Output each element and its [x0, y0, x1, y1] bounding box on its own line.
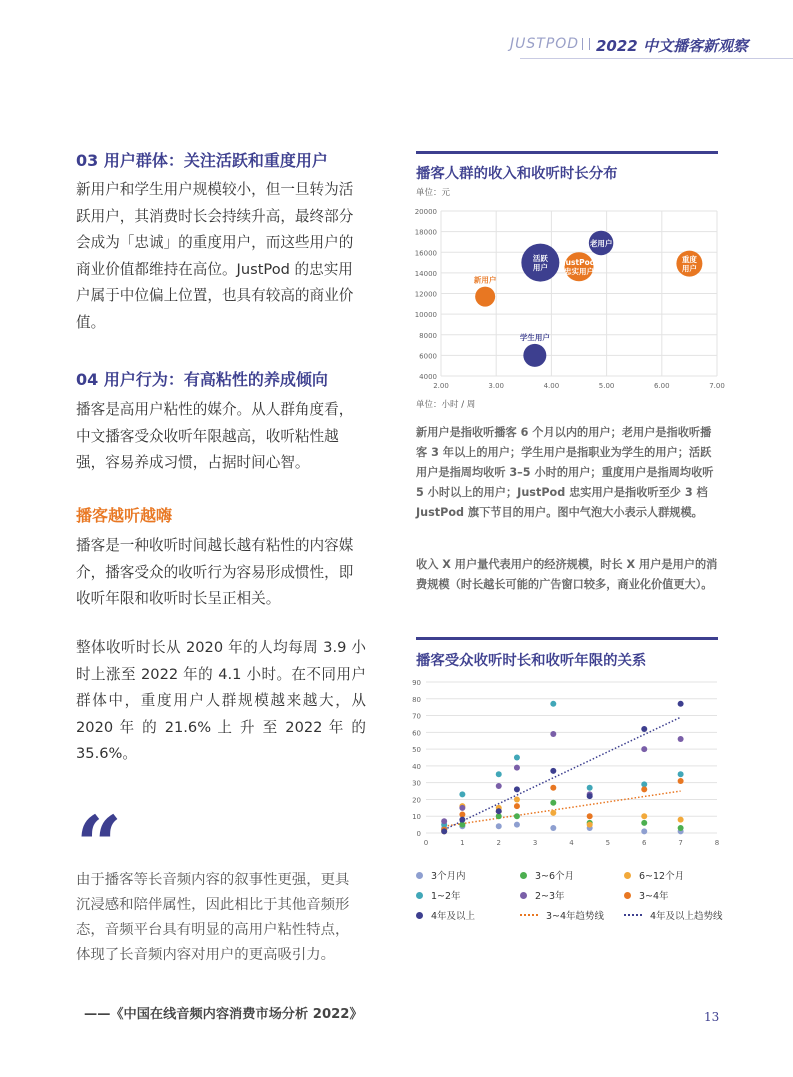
quote-mark-icon: “	[76, 798, 123, 892]
section-04-body: 播客是高用户粘性的媒介。从人群角度看，中文播客受众收听年限越高，收听粘性越强，容易养成习惯，占据时间心智。	[76, 401, 354, 471]
y-tick-label: 90	[412, 679, 421, 687]
scatter-point	[587, 822, 593, 828]
x-tick-label: 2.00	[433, 382, 449, 390]
legend-item	[416, 868, 466, 882]
scatter-point	[587, 793, 593, 799]
y-tick-label: 8000	[419, 331, 437, 340]
y-tick-label: 40	[412, 762, 421, 771]
x-tick-label: 4	[569, 839, 574, 847]
legend-label: 3~4年	[639, 891, 669, 902]
section-04-heading: 04 用户行为：有高粘性的养成倾向	[76, 370, 328, 389]
scatter-point	[514, 803, 520, 809]
bubble-point	[523, 344, 546, 367]
scatter-point	[641, 786, 647, 792]
bubble-label: 老用户	[589, 238, 613, 248]
scatter-point	[550, 800, 556, 806]
y-tick-label: 10	[412, 813, 421, 822]
scatter-point	[459, 817, 465, 823]
y-tick-label: 14000	[414, 269, 437, 278]
scatter-point	[514, 765, 520, 771]
x-tick-label: 8	[714, 839, 720, 847]
header-divider	[520, 58, 793, 59]
legend-swatch	[520, 872, 527, 879]
bubble-point	[475, 287, 495, 307]
legend-label: 2~3年	[535, 891, 565, 902]
scatter-point	[496, 808, 502, 814]
legend-swatch	[416, 892, 423, 899]
scatter-point	[514, 786, 520, 792]
legend-label: 3个月内	[431, 871, 466, 882]
y-tick-label: 80	[412, 695, 421, 704]
legend-item	[520, 868, 574, 882]
sound-wave-icon	[582, 38, 590, 50]
y-tick-label: 30	[412, 779, 421, 788]
section-05-body-1: 播客是一种收听时间越长越有粘性的内容媒介，播客受众的收听行为容易形成惯性，即收听年限和收听时长呈正相关。	[76, 537, 354, 607]
x-tick-label: 4.00	[543, 382, 560, 390]
chart1-note-scale: 收入 X 用户量代表用户的经济规模，时长 X 用户是用户的消费规模（时长越长可能的广告窗口较多，商业化价值更大）。	[416, 558, 718, 591]
scatter-point	[587, 813, 593, 819]
section-03-heading: 03 用户群体：关注活跃和重度用户	[76, 151, 328, 170]
chart1-top-rule	[416, 151, 718, 154]
legend-label: 6~12个月	[639, 871, 685, 882]
legend-item	[520, 908, 604, 922]
chart2-title: 播客受众收听时长和收听年限的关系	[416, 653, 647, 669]
legend-item	[624, 868, 684, 882]
scatter-point	[496, 771, 502, 777]
scatter-point	[678, 825, 684, 831]
legend-label: 4年及以上	[431, 911, 476, 922]
trendline	[444, 717, 680, 829]
scatter-point	[496, 823, 502, 829]
y-tick-label: 0	[416, 830, 421, 838]
chart2-scatter-chart	[406, 674, 726, 854]
section-05-heading: 播客越听越嗨	[76, 506, 173, 525]
x-tick-label: 5	[605, 839, 611, 847]
legend-swatch	[624, 872, 631, 879]
x-tick-label: 6	[642, 839, 647, 847]
x-tick-label: 5.00	[598, 382, 615, 390]
legend-label: 3~4年趋势线	[546, 911, 605, 922]
legend-label: 1~2年	[431, 891, 461, 902]
section-05-body-2: 整体收听时长从 2020 年的人均每周 3.9 小时上涨至 2022 年的 4.1 小时。在不同用户群体中，重度用户人群规模越来越大，从 2020 年 的 21.6% 上 升 至 2022 年 的 35.6%。	[76, 639, 366, 762]
quote-source: ——《中国在线音频内容消费市场分析 2022》	[84, 1007, 363, 1022]
scatter-point	[641, 828, 647, 834]
x-tick-label: 7.00	[709, 382, 725, 390]
bubble-label: 学生用户	[519, 332, 550, 342]
x-tick-label: 6.00	[654, 382, 670, 390]
chart1-note-definitions: 新用户是指收听播客 6 个月以内的用户；老用户是指收听播客 3 年以上的用户；学生用户是指职业为学生的用户；活跃用户是指周均收听 3–5 小时的用户；重度用户是指周均收听 5 小时以上的用户；JustPod 忠实用户是指收听至少 3 档 JustPod 旗下节目的用户。图中气泡大小表示人群规模。	[416, 426, 714, 519]
y-tick-label: 20	[412, 796, 421, 805]
scatter-point	[678, 701, 684, 707]
chart1-title: 播客人群的收入和收听时长分布	[416, 166, 618, 182]
scatter-point	[550, 825, 556, 831]
legend-swatch	[416, 872, 423, 879]
bubble-label: 重度	[681, 255, 697, 265]
scatter-point	[550, 785, 556, 791]
section-03-body: 新用户和学生用户规模较小，但一旦转为活跃用户，其消费时长会持续升高，最终部分会成为「忠诚」的重度用户，而这些用户的商业价值都维持在高位。JustPod 的忠实用户属于中位偏上位置，也具有较高的商业价值。	[76, 181, 354, 331]
legend-swatch	[416, 912, 423, 919]
legend-line-swatch	[624, 914, 642, 916]
scatter-point	[514, 796, 520, 802]
report-title: 2022 中文播客新观察	[596, 37, 748, 55]
scatter-point	[514, 822, 520, 828]
scatter-point	[459, 805, 465, 811]
page-number: 13	[704, 1010, 720, 1024]
scatter-point	[678, 771, 684, 777]
x-tick-label: 7	[678, 839, 683, 847]
bubble-label: 忠实用户	[564, 267, 594, 277]
scatter-point	[514, 813, 520, 819]
scatter-point	[496, 783, 502, 789]
y-tick-label: 18000	[414, 228, 437, 237]
scatter-point	[550, 768, 556, 774]
scatter-point	[641, 820, 647, 826]
bubble-label: JustPod	[562, 258, 596, 268]
y-tick-label: 50	[412, 746, 421, 755]
scatter-point	[678, 736, 684, 742]
x-tick-label: 3	[532, 839, 538, 847]
chart2-top-rule	[416, 637, 718, 640]
x-tick-label: 1	[460, 839, 465, 847]
y-tick-label: 12000	[414, 290, 437, 299]
scatter-point	[678, 778, 684, 784]
y-tick-label: 16000	[414, 249, 437, 258]
x-tick-label: 2	[496, 839, 501, 847]
chart1-x-unit: 单位：小时 / 周	[416, 400, 476, 410]
legend-item	[624, 888, 669, 902]
legend-item	[416, 888, 461, 902]
scatter-point	[550, 810, 556, 816]
brand-logo: JUSTPOD	[510, 36, 580, 52]
x-tick-label: 0	[423, 839, 429, 847]
chart1-bubble-chart	[408, 200, 728, 395]
legend-swatch	[624, 892, 631, 899]
scatter-point	[550, 701, 556, 707]
y-tick-label: 6000	[419, 352, 437, 361]
y-tick-label: 4000	[419, 373, 437, 381]
scatter-point	[641, 746, 647, 752]
scatter-point	[459, 791, 465, 797]
legend-item	[416, 908, 475, 922]
bubble-label: 用户	[532, 263, 548, 273]
pull-quote: 由于播客等长音频内容的叙事性更强，更具沉浸感和陪伴属性，因此相比于其他音频形态，音频平台具有明显的高用户粘性特点，体现了长音频内容对用户的更高吸引力。	[76, 872, 350, 963]
legend-item	[624, 908, 723, 922]
bubble-label: 活跃	[532, 254, 548, 264]
y-tick-label: 70	[412, 712, 421, 721]
legend-swatch	[520, 892, 527, 899]
scatter-point	[587, 785, 593, 791]
scatter-point	[641, 726, 647, 732]
x-tick-label: 3.00	[488, 382, 504, 390]
legend-line-swatch	[520, 914, 538, 916]
y-tick-label: 20000	[414, 208, 437, 216]
legend-label: 4年及以上趋势线	[650, 911, 723, 922]
scatter-point	[641, 813, 647, 819]
bubble-label: 新用户	[473, 275, 497, 285]
legend-label: 3~6个月	[535, 871, 575, 882]
scatter-point	[550, 731, 556, 737]
scatter-point	[514, 755, 520, 761]
scatter-point	[441, 818, 447, 824]
y-tick-label: 10000	[414, 311, 437, 320]
y-tick-label: 60	[412, 729, 421, 738]
legend-item	[520, 888, 565, 902]
chart1-y-unit: 单位：元	[416, 188, 451, 198]
scatter-point	[678, 817, 684, 823]
scatter-point	[441, 828, 447, 834]
bubble-label: 用户	[681, 264, 697, 274]
